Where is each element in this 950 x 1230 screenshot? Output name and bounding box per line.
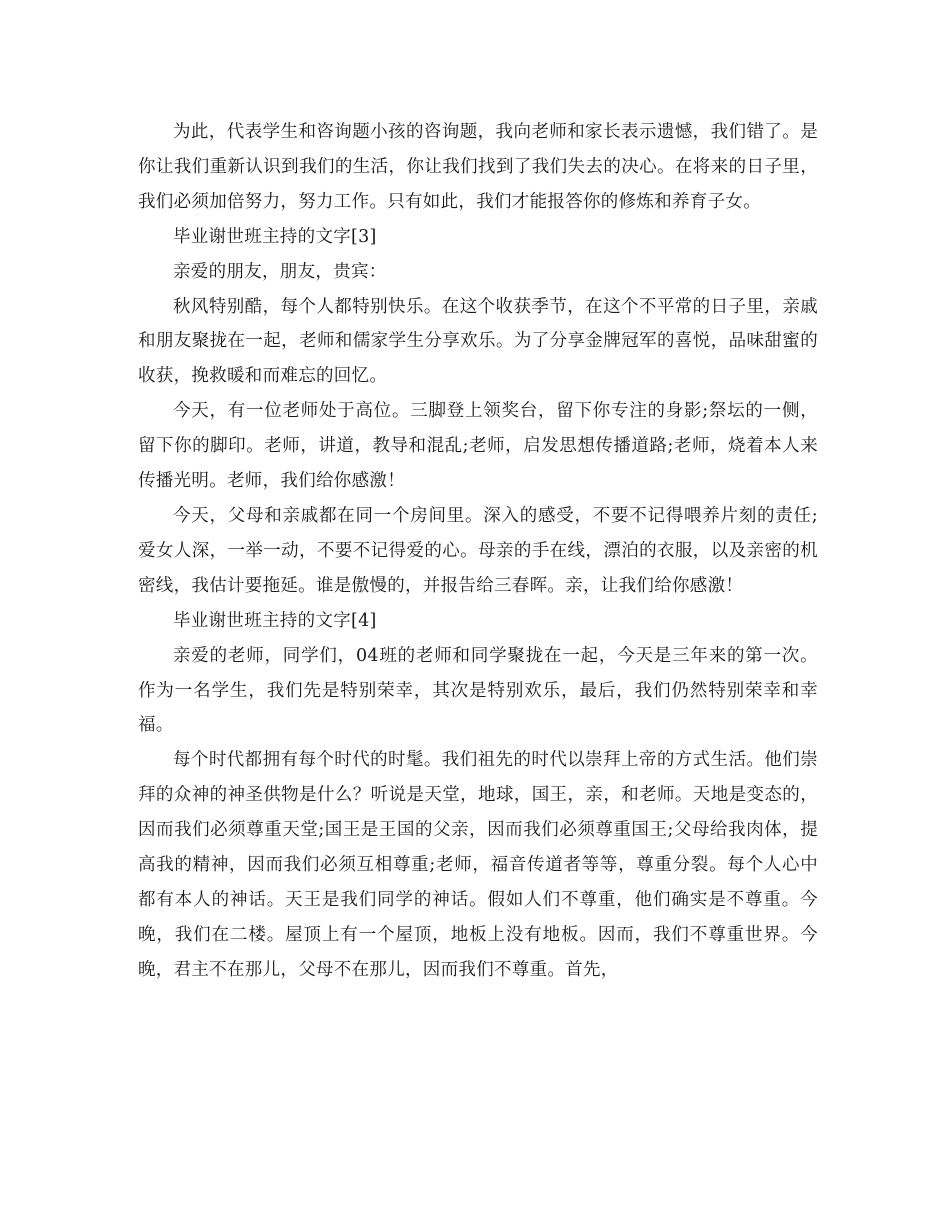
paragraph: 秋风特别酷，每个人都特别快乐。在这个收获季节，在这个不平常的日子里，亲戚和朋友聚拢在一起，老师和儒家学生分享欢乐。为了分享金牌冠军的喜悦，品味甜蜜的收获，挽救暖和而难忘的回忆。 bbox=[138, 296, 818, 387]
salutation: 亲爱的朋友，朋友，贵宾： bbox=[173, 261, 387, 282]
paragraph: 今天，有一位老师处于高位。三脚登上领奖台，留下你专注的身影;祭坛的一侧，留下你的脚印。老师，讲道，教导和混乱;老师，启发思想传播道路;老师，烧着本人来传播光明。老师，我们给你感激！ bbox=[138, 401, 818, 492]
paragraph: 为此，代表学生和咨询题小孩的咨询题，我向老师和家长表示遗憾，我们错了。是你让我们重新认识到我们的生活，你让我们找到了我们失去的决心。在将来的日子里，我们必须加倍努力，努力工作。只有如此，我们才能报答你的修炼和养育子女。 bbox=[138, 122, 818, 212]
section-heading: 毕业谢世班主持的文字[4] bbox=[173, 610, 377, 631]
paragraph: 每个时代都拥有每个时代的时髦。我们祖先的时代以崇拜上帝的方式生活。他们崇拜的众神的神圣供物是什么？听说是天堂，地球，国王，亲，和老师。天地是变态的，因而我们必须尊重天堂;国王是王国的父亲，因而我们必须尊重国王;父母给我肉体，提高我的精神，因而我们必须互相尊重;老师，福音传道者等等，尊重分裂。每个人心中都有本人的神话。天王是我们同学的神话。假如人们不尊重，他们确实是不尊重。今晚，我们在二楼。屋顶上有一个屋顶，地板上没有地板。因而，我们不尊重世界。今晚，君主不在那儿，父母不在那儿，因而我们不尊重。首先， bbox=[138, 750, 818, 980]
section-heading: 毕业谢世班主持的文字[3] bbox=[173, 226, 377, 247]
document-page bbox=[138, 115, 818, 988]
paragraph: 今天，父母和亲戚都在同一个房间里。深入的感受，不要不记得喂养片刻的责任;爱女人深，一举一动，不要不记得爱的心。母亲的手在线，漂泊的衣服，以及亲密的机密线，我估计要拖延。谁是傲慢的，并报告给三春晖。亲，让我们给你感激！ bbox=[138, 505, 818, 596]
paragraph: 亲爱的老师，同学们，04班的老师和同学聚拢在一起，今天是三年来的第一次。作为一名学生，我们先是特别荣幸，其次是特别欢乐，最后，我们仍然特别荣幸和幸福。 bbox=[138, 645, 818, 736]
